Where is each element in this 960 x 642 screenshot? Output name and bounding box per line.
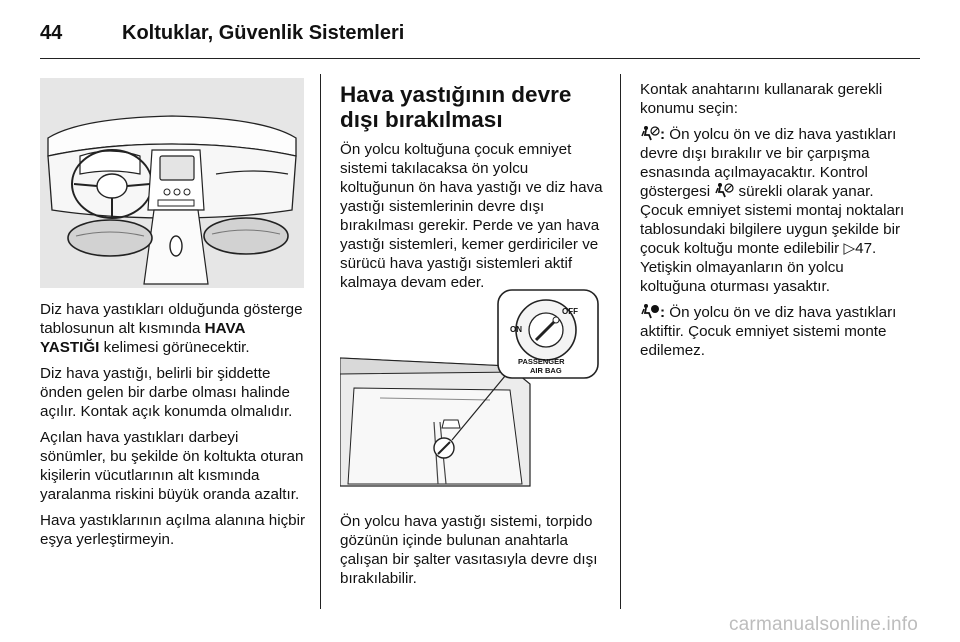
page-header bbox=[40, 18, 404, 48]
passenger-airbag-off-icon bbox=[640, 125, 660, 141]
text: : bbox=[660, 126, 666, 143]
page-number: 44 bbox=[40, 21, 63, 44]
section-heading: Hava yastığının devre dışı bırakılması bbox=[340, 82, 572, 132]
column-3 bbox=[640, 80, 906, 367]
airbag-on-paragraph bbox=[640, 303, 906, 360]
air-bag-label: AIR BAG bbox=[530, 366, 562, 375]
airbag-label: HAVA YASTIĞI bbox=[40, 320, 245, 356]
passenger-airbag-off-icon bbox=[714, 182, 734, 198]
dashboard-airbag-illustration bbox=[40, 78, 304, 288]
text: sürekli olarak yanar. Çocuk emniyet sistemi montaj noktaları tablosundaki bilgilere uygun şekilde bir çocuk koltuğu monte edilebilir bbox=[640, 183, 905, 257]
switch-on-label: ON bbox=[510, 325, 522, 334]
column-divider bbox=[320, 74, 321, 609]
text: . Yetişkin olmayanların ön yolcu koltuğuna oturması yasaktır. bbox=[640, 240, 877, 295]
passenger-airbag-on-icon bbox=[640, 303, 660, 319]
triangle-arrow-icon: ▷ bbox=[843, 240, 856, 257]
airbag-switch-illustration bbox=[340, 288, 602, 492]
paragraph: Açılan hava yastıkları darbeyi sönümler, bu şekilde ön koltukta oturan kişilerin vücutlarının alt kısmında yaralanma riskini büyük oranda azaltır. bbox=[40, 429, 304, 503]
chapter-title: Koltuklar, Güvenlik Sistemleri bbox=[122, 21, 405, 44]
switch-caption bbox=[340, 512, 602, 588]
text: : bbox=[660, 304, 666, 321]
paragraph: Ön yolcu koltuğuna çocuk emniyet sistemi takılacaksa ön yolcu koltuğunun ön hava yastığı ve diz hava yastığı sistemlerinin devre dışı bırakılması gerekir. Perde ve yan hava yastığı sistemleri, kemer gerdiriciler ve sürücü hava yastığı sistemleri aktif kalmaya devam eder. bbox=[340, 141, 603, 291]
column-divider bbox=[620, 74, 621, 609]
paragraph: Diz hava yastığı, belirli bir şiddette önden gelen bir darbe olması halinde açılır. Kontak açık konumda olmalıdır. bbox=[40, 365, 293, 420]
switch-off-label: OFF bbox=[562, 307, 578, 316]
paragraph: Hava yastıklarının açılma alanına hiçbir eşya yerleştirmeyin. bbox=[40, 512, 306, 548]
airbag-off-paragraph bbox=[640, 125, 906, 296]
text: Ön yolcu ön ve diz hava yastıkları devre dışı bırakılır ve bir çarpışma esnasında açılmayacaktır. Kontrol göstergesi bbox=[640, 126, 897, 200]
knee-airbag-paragraph bbox=[40, 300, 306, 357]
column-1 bbox=[40, 300, 306, 556]
page-reference: 47 bbox=[855, 240, 873, 257]
column-2 bbox=[340, 82, 604, 299]
watermark: carmanualsonline.info bbox=[728, 614, 918, 635]
paragraph: Kontak anahtarını kullanarak gerekli konumu seçin: bbox=[640, 81, 883, 117]
text: Ön yolcu ön ve diz hava yastıkları aktiftir. Çocuk emniyet sistemi monte edilemez. bbox=[640, 304, 897, 359]
text: Diz hava yastıkları olduğunda gösterge tablosunun alt kısmında bbox=[40, 301, 303, 337]
header-rule bbox=[40, 58, 920, 59]
passenger-label: PASSENGER bbox=[518, 357, 565, 366]
text: kelimesi görünecektir. bbox=[99, 339, 250, 356]
paragraph: Ön yolcu hava yastığı sistemi, torpido gözünün içinde bulunan anahtarla çalışan bir şalter vasıtasıyla devre dışı bırakılabilir. bbox=[340, 513, 598, 587]
